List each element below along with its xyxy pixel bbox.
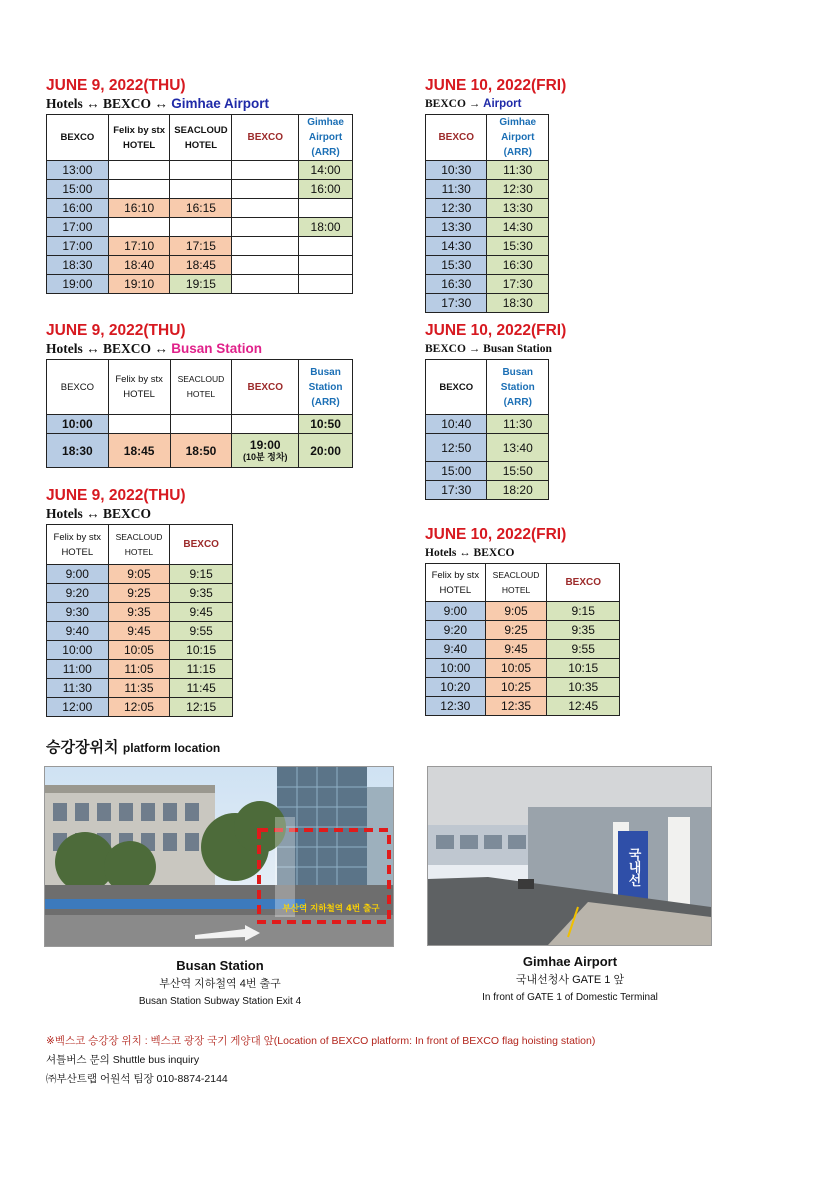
table-row: 17:30 18:20 xyxy=(426,481,549,500)
table-row: 18:30 18:40 18:45 xyxy=(47,256,353,275)
hotel-thu-date: JUNE 9, 2022(THU) xyxy=(46,487,186,504)
table-row: 14:30 15:30 xyxy=(426,237,549,256)
table-row: 15:30 16:30 xyxy=(426,256,549,275)
shuttle-inquiry: 셔틀버스 문의 Shuttle bus inquiry xyxy=(46,1054,200,1066)
station-fri-section xyxy=(425,322,566,500)
airport-fri-date: JUNE 10, 2022(FRI) xyxy=(425,77,567,94)
hotel-fri-section xyxy=(425,526,620,716)
table-row: 11:30 12:30 xyxy=(426,180,549,199)
table-row: 17:00 17:10 17:15 xyxy=(47,237,353,256)
table-row: 10:00 10:50 xyxy=(47,415,353,434)
airport-thu-route xyxy=(46,96,353,112)
station-thu-date: JUNE 9, 2022(THU) xyxy=(46,322,186,339)
header-cell: SEACLOUD HOTEL xyxy=(170,360,232,415)
airport-thu-route-dest: Gimhae Airport xyxy=(171,96,270,111)
busan-station-caption xyxy=(120,957,320,1010)
station-fri-date: JUNE 10, 2022(FRI) xyxy=(425,322,567,339)
table-row: 10:00 10:05 10:15 xyxy=(426,659,620,678)
station-thu-table xyxy=(46,359,353,468)
header-cell: Busan Station (ARR) xyxy=(487,360,549,415)
gimhae-airport-illustration xyxy=(428,767,711,945)
airport-fri-table xyxy=(425,114,549,313)
table-row: 12:30 13:30 xyxy=(426,199,549,218)
header-cell: BEXCO xyxy=(47,360,109,415)
gimhae-airport-en: In front of GATE 1 of Domestic Terminal xyxy=(482,992,658,1003)
header-cell: Felix by stx HOTEL xyxy=(47,525,109,565)
table-row: 9:20 9:25 9:35 xyxy=(426,621,620,640)
header-cell: BEXCO xyxy=(547,564,620,602)
table-row: 18:30 18:45 18:50 19:00 (10분 정차) 20:00 xyxy=(47,434,353,468)
gimhae-airport-ko: 국내선청사 GATE 1 앞 xyxy=(515,974,625,986)
station-thu-route: Hotels ↔ BEXCO ↔ Busan Station xyxy=(46,341,263,356)
busan-station-name: Busan Station xyxy=(176,958,264,973)
header-cell: SEACLOUD HOTEL xyxy=(485,564,547,602)
header-cell: BEXCO xyxy=(232,360,299,415)
table-row: 19:00 19:10 19:15 xyxy=(47,275,353,294)
station-thu-section xyxy=(46,322,353,468)
airport-thu-section xyxy=(46,77,353,294)
table-row: 13:00 14:00 xyxy=(47,161,353,180)
hotel-thu-table xyxy=(46,524,233,717)
header-cell: Felix by stx HOTEL xyxy=(426,564,486,602)
gimhae-airport-caption xyxy=(440,953,700,1006)
header-cell: SEACLOUD HOTEL xyxy=(108,525,170,565)
hotel-fri-table xyxy=(425,563,620,716)
gimhae-airport-photo xyxy=(427,766,712,946)
table-row: 9:30 9:35 9:45 xyxy=(47,603,233,622)
table-row: 13:30 14:30 xyxy=(426,218,549,237)
platform-heading: 승강장위치 platform location xyxy=(46,739,221,756)
header-cell: BEXCO xyxy=(426,115,487,161)
table-row: 10:00 10:05 10:15 xyxy=(47,641,233,660)
hotel-thu-route: Hotels ↔ BEXCO xyxy=(46,506,152,521)
gimhae-photo-sign: 국내선 xyxy=(625,847,641,887)
table-row: 9:00 9:05 9:15 xyxy=(47,565,233,584)
busan-station-ko: 부산역 지하철역 4번 출구 xyxy=(159,978,281,990)
airport-fri-section xyxy=(425,77,566,313)
footer-notes xyxy=(46,1032,595,1089)
busan-station-en: Busan Station Subway Station Exit 4 xyxy=(138,996,302,1007)
table-row: 10:20 10:25 10:35 xyxy=(426,678,620,697)
header-cell: Felix by stx HOTEL xyxy=(108,360,170,415)
table-row: 11:30 11:35 11:45 xyxy=(47,679,233,698)
header-cell: SEACLOUD HOTEL xyxy=(170,115,232,161)
header-cell: BEXCO xyxy=(47,115,109,161)
table-row: 17:30 18:30 xyxy=(426,294,549,313)
table-row: 12:50 13:40 xyxy=(426,434,549,462)
table-row: 9:40 9:45 9:55 xyxy=(47,622,233,641)
table-row: 9:40 9:45 9:55 xyxy=(426,640,620,659)
contact-info: ㈜부산트랩 어원석 팀장 010-8874-2144 xyxy=(46,1073,228,1085)
airport-thu-table xyxy=(46,114,353,294)
gimhae-airport-name: Gimhae Airport xyxy=(522,954,618,969)
table-row: 16:30 17:30 xyxy=(426,275,549,294)
table-row: 11:00 11:05 11:15 xyxy=(47,660,233,679)
busan-photo-sign: 부산역 지하철역 4번 출구 xyxy=(282,904,380,914)
table-row: 12:00 12:05 12:15 xyxy=(47,698,233,717)
airport-fri-route: BEXCO → Airport xyxy=(425,98,522,110)
hotel-fri-date: JUNE 10, 2022(FRI) xyxy=(425,526,567,543)
table-row: 10:40 11:30 xyxy=(426,415,549,434)
hotel-thu-section xyxy=(46,487,233,717)
table-row: 16:00 16:10 16:15 xyxy=(47,199,353,218)
busan-station-photo xyxy=(44,766,394,947)
header-cell: Busan Station (ARR) xyxy=(299,360,353,415)
busan-station-illustration xyxy=(45,767,393,946)
header-cell: Gimhae Airport (ARR) xyxy=(299,115,353,161)
airport-thu-date: JUNE 9, 2022(THU) xyxy=(46,77,186,94)
header-cell: BEXCO xyxy=(426,360,487,415)
bexco-platform-note: ※벡스코 승강장 위치 : 벡스코 광장 국기 게양대 앞(Location of BEXCO platform: In front of BEXCO flag hoisting station) xyxy=(46,1035,596,1047)
table-row: 9:00 9:05 9:15 xyxy=(426,602,620,621)
hotel-fri-route: Hotels ↔ BEXCO xyxy=(425,547,515,559)
header-cell: BEXCO xyxy=(170,525,233,565)
airport-thu-route-prefix: Hotels ↔ BEXCO ↔ xyxy=(46,96,172,111)
station-fri-table xyxy=(425,359,549,500)
table-row: 12:30 12:35 12:45 xyxy=(426,697,620,716)
table-row: 10:30 11:30 xyxy=(426,161,549,180)
table-row: 15:00 16:00 xyxy=(47,180,353,199)
table-row: 17:00 18:00 xyxy=(47,218,353,237)
header-cell: Felix by stx HOTEL xyxy=(108,115,170,161)
table-row: 15:00 15:50 xyxy=(426,462,549,481)
header-cell: Gimhae Airport (ARR) xyxy=(487,115,549,161)
station-fri-route: BEXCO → Busan Station xyxy=(425,343,552,355)
table-row: 9:20 9:25 9:35 xyxy=(47,584,233,603)
stop-cell: 19:00 (10분 정차) xyxy=(232,434,299,468)
header-cell: BEXCO xyxy=(232,115,299,161)
